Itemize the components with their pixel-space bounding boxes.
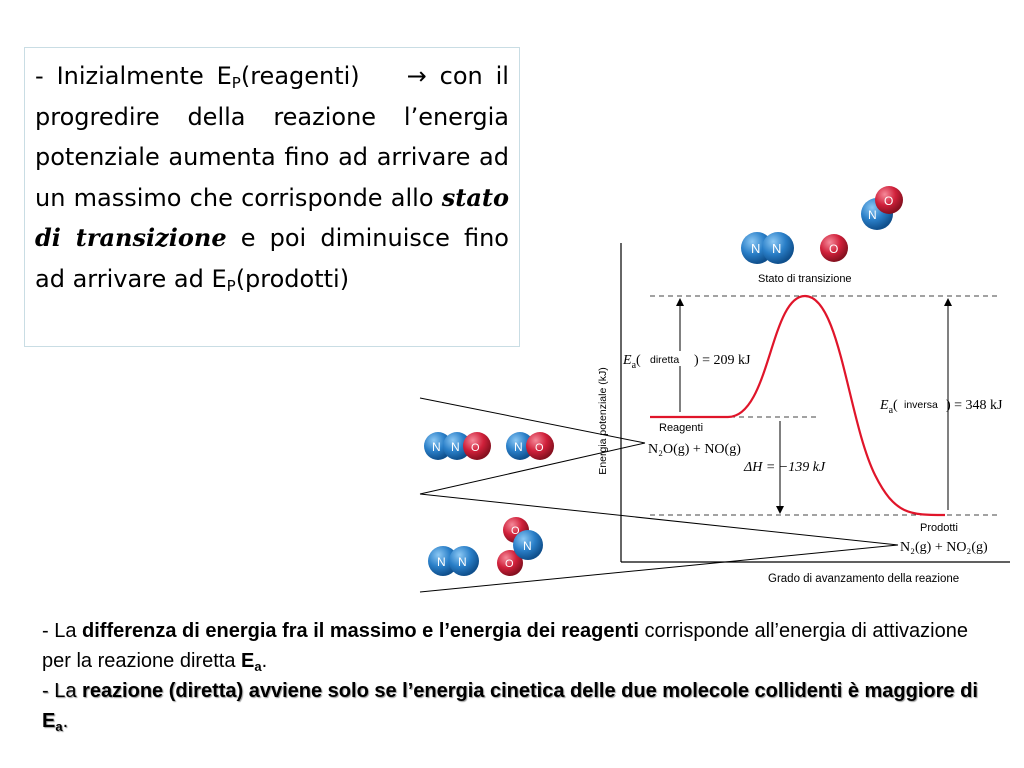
r-no-o-letter: O [535, 442, 544, 454]
energy-curve [650, 296, 945, 515]
intro-p-sub-2: P [226, 276, 236, 295]
ea-forward-sub: a [631, 360, 637, 371]
r-n2o-o-letter: O [471, 442, 480, 454]
r-n2o-n1-letter: N [432, 440, 441, 454]
intro-reagents: (reagenti) [240, 62, 360, 90]
ea-forward-label [622, 353, 641, 371]
products-formula: N₂(g) + NO₂(g) [900, 540, 988, 555]
note1-rest: corrisponde all’energia di attivazione per la reazione diretta [42, 620, 968, 672]
p-n2-n1-letter: N [437, 555, 446, 569]
arrow-symbol: → [406, 62, 427, 90]
intro-text-2: e poi diminuisce fino ad arrivare ad E [35, 224, 509, 293]
ts-o1-letter: O [829, 242, 839, 256]
ea-forward-paren: ( [636, 353, 641, 368]
note1-bold: differenza di energia fra il massimo e l’energia dei reagenti [82, 620, 639, 642]
ea-reverse-label [879, 398, 898, 416]
r-n2o-n2-letter: N [451, 440, 460, 454]
ea-forward-e: E [623, 353, 632, 368]
note2-prefix: - La [42, 680, 83, 702]
p-no2-o1-letter: O [511, 525, 520, 537]
p-no2-n-letter: N [523, 539, 532, 553]
intro-products: (prodotti) [235, 264, 350, 293]
note1-end: . [261, 650, 268, 672]
ea-reverse-sub: a [888, 405, 894, 416]
note2-bold: reazione (diretta) avviene solo se l’energia cinetica delle due molecole collidenti è maggiore di E [42, 680, 978, 732]
ea-reverse-value: ) = 348 kJ [946, 398, 1003, 413]
ea-reverse-e: E [880, 398, 889, 413]
ea-forward-word: diretta [650, 354, 680, 366]
p-no2-o2-letter: O [505, 558, 514, 570]
note1-ea: E [241, 650, 255, 672]
x-axis-label: Grado di avanzamento della reazione [768, 573, 960, 585]
ts-n3-letter: N [868, 208, 877, 222]
delta-h-label: ΔH = −139 kJ [744, 460, 826, 475]
note1-ea-sub: a [254, 659, 262, 674]
p-n2-n2-letter: N [458, 555, 467, 569]
bottom-note [42, 616, 982, 736]
ts-n2-letter: N [772, 241, 782, 256]
ts-o2-letter: O [884, 194, 894, 208]
r-no-n-letter: N [514, 440, 523, 454]
note2-sub: a [55, 719, 63, 734]
y-axis-label: Energia potenziale (kJ) [597, 367, 609, 475]
transition-state-label: Stato di transizione [758, 273, 852, 285]
note1-prefix: - La [42, 620, 83, 642]
transition-state-molecule [741, 186, 903, 264]
ea-forward-value: ) = 209 kJ [694, 353, 751, 368]
intro-text-1: con il progredire della reazione l’energia potenziale aumenta fino ad arrivare ad un massimo che corrisponde allo [35, 62, 509, 212]
reactant-molecules [424, 432, 554, 460]
intro-p-sub: P [231, 74, 241, 92]
reagents-label: Reagenti [659, 422, 704, 434]
ts-n1-letter: N [751, 241, 761, 256]
transition-state-highlight: stato di transizione [35, 182, 509, 252]
intro-prefix: - Inizialmente E [35, 62, 232, 90]
products-label: Prodotti [920, 522, 958, 534]
products-funnel-top [420, 494, 898, 545]
note-line-1 [42, 616, 982, 676]
note-line-2 [42, 676, 982, 736]
note2-end: . [62, 710, 69, 732]
reagents-formula: N₂O(g) + NO(g) [648, 442, 741, 457]
product-molecules [428, 517, 543, 576]
ea-reverse-word: inversa [904, 399, 938, 411]
ea-reverse-paren: ( [893, 398, 898, 413]
